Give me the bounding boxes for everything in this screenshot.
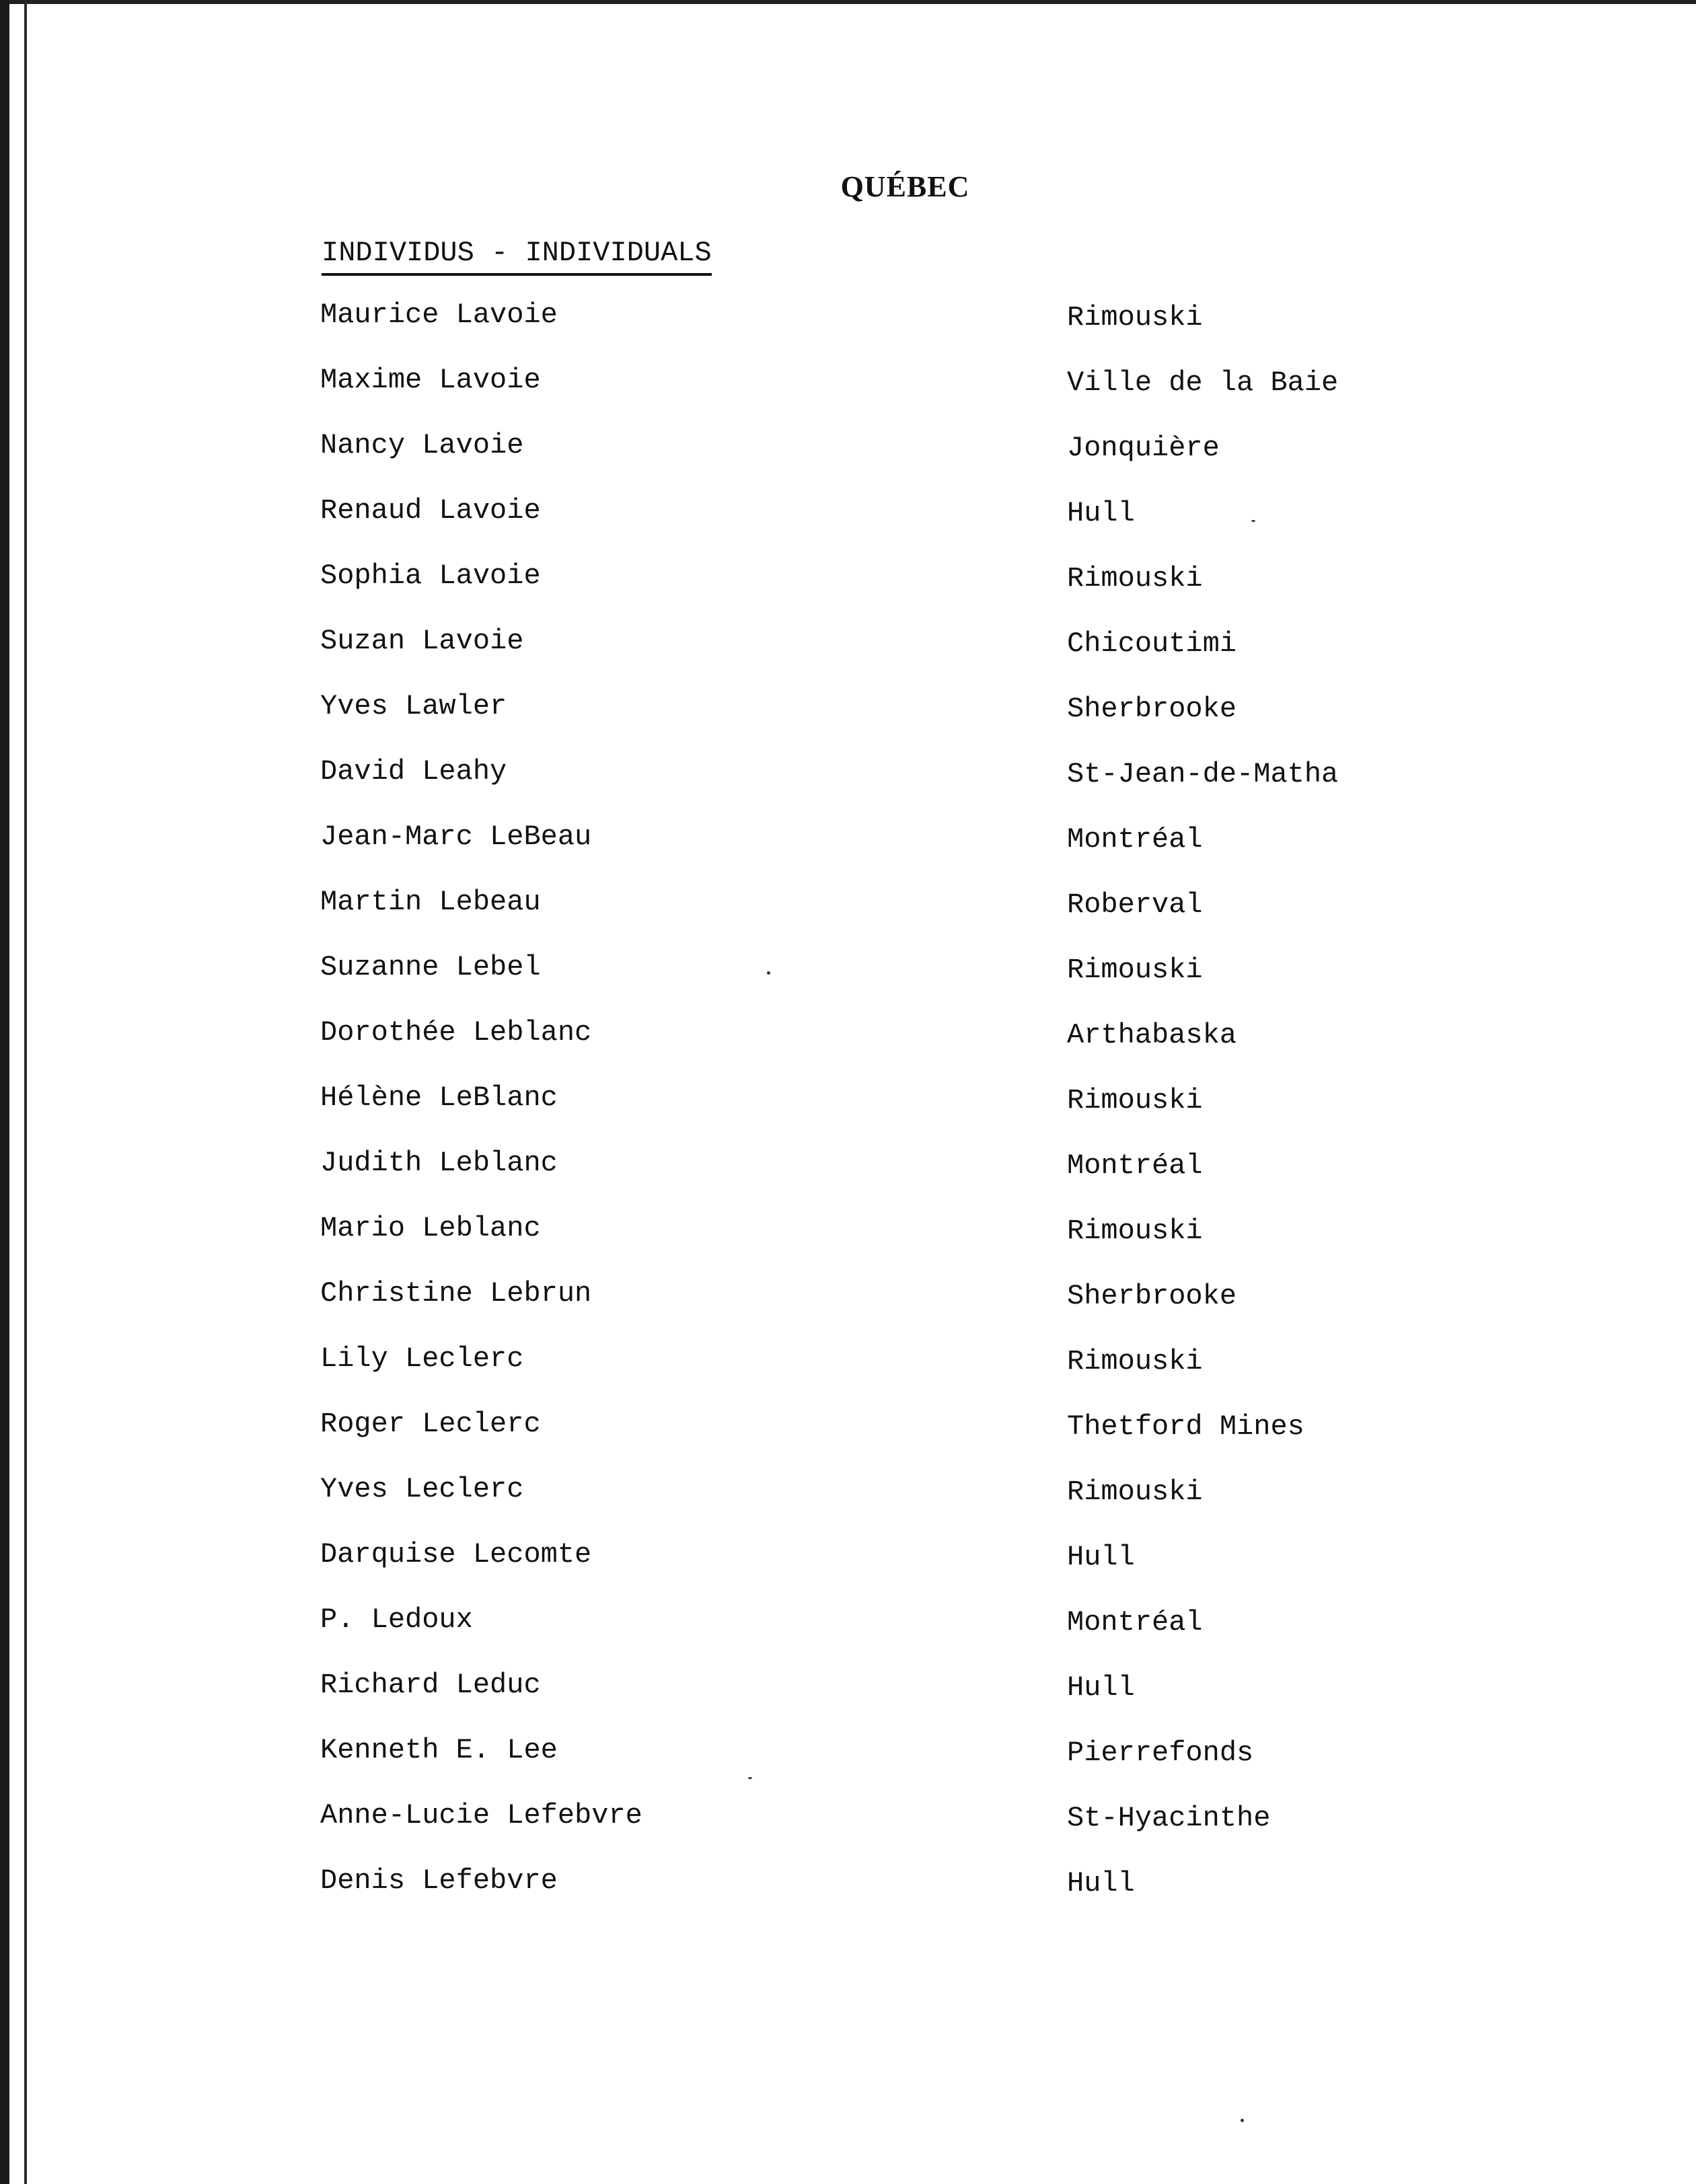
entry-name: Suzan Lavoie <box>320 625 524 657</box>
entry-city: Montréal <box>1067 1150 1203 1182</box>
list-item <box>0 361 1696 426</box>
entry-name: Renaud Lavoie <box>320 494 541 527</box>
list-item <box>0 1144 1696 1209</box>
page-top-edge <box>0 0 1696 4</box>
entry-name: Suzanne Lebel <box>320 951 541 983</box>
entry-city: Pierrefonds <box>1067 1737 1254 1769</box>
scan-speck <box>767 971 770 975</box>
list-item <box>0 1862 1696 1927</box>
entry-city: Rimouski <box>1067 562 1203 595</box>
entry-city: Thetford Mines <box>1067 1410 1304 1443</box>
entry-city: Rimouski <box>1067 1345 1203 1378</box>
list-item <box>0 1797 1696 1862</box>
entry-name: Yves Lawler <box>320 690 507 722</box>
entry-city: Hull <box>1067 1541 1135 1573</box>
entry-name: Richard Leduc <box>320 1669 541 1701</box>
entry-name: David Leahy <box>320 755 507 788</box>
list-item <box>0 753 1696 818</box>
list-item <box>0 557 1696 622</box>
list-item <box>0 1666 1696 1731</box>
entry-name: Christine Lebrun <box>320 1277 592 1310</box>
list-item <box>0 1536 1696 1601</box>
entry-city: Rimouski <box>1067 1084 1203 1117</box>
entry-name: P. Ledoux <box>320 1604 473 1636</box>
list-item <box>0 1601 1696 1666</box>
page-title-text: QUÉBEC <box>840 170 970 203</box>
list-item <box>0 1014 1696 1079</box>
list-item <box>0 687 1696 753</box>
list-item <box>0 818 1696 883</box>
entry-city: Hull <box>1067 1671 1135 1704</box>
entry-city: Rimouski <box>1067 1476 1203 1508</box>
entry-name: Kenneth E. Lee <box>320 1734 558 1766</box>
entry-name: Maxime Lavoie <box>320 364 541 396</box>
list-item <box>0 1079 1696 1144</box>
list-item <box>0 296 1696 361</box>
entry-name: Sophia Lavoie <box>320 560 541 592</box>
entry-city: Montréal <box>1067 823 1203 856</box>
list-item <box>0 622 1696 687</box>
list-item <box>0 948 1696 1014</box>
entry-city: Rimouski <box>1067 301 1203 334</box>
entry-name: Dorothée Leblanc <box>320 1016 592 1049</box>
list-item <box>0 492 1696 557</box>
entry-name: Roger Leclerc <box>320 1408 541 1440</box>
list-item <box>0 1275 1696 1340</box>
list-item <box>0 426 1696 492</box>
entry-city: St-Jean-de-Matha <box>1067 758 1339 790</box>
entry-name: Hélène LeBlanc <box>320 1082 558 1114</box>
list-item <box>0 1405 1696 1470</box>
section-heading: INDIVIDUS - INDIVIDUALS <box>322 235 712 276</box>
entry-city: Sherbrooke <box>1067 1280 1237 1312</box>
entry-city: Ville de la Baie <box>1067 367 1339 399</box>
entry-name: Maurice Lavoie <box>320 299 558 331</box>
entry-name: Denis Lefebvre <box>320 1865 558 1897</box>
list-item <box>0 883 1696 948</box>
entry-city: Rimouski <box>1067 954 1203 986</box>
list-item <box>0 1470 1696 1536</box>
entry-name: Anne-Lucie Lefebvre <box>320 1799 642 1832</box>
entry-city: Arthabaska <box>1067 1019 1237 1051</box>
entry-city: Montréal <box>1067 1606 1203 1639</box>
entry-city: Roberval <box>1067 889 1203 921</box>
entry-name: Mario Leblanc <box>320 1212 541 1244</box>
entry-city: Rimouski <box>1067 1215 1203 1247</box>
entry-name: Lily Leclerc <box>320 1343 524 1375</box>
entry-city: Sherbrooke <box>1067 693 1237 725</box>
entry-city: Hull <box>1067 497 1135 529</box>
entry-city: Chicoutimi <box>1067 628 1237 660</box>
entry-name: Judith Leblanc <box>320 1147 558 1179</box>
scan-speck <box>748 1777 752 1779</box>
scan-speck <box>1241 2119 1244 2122</box>
entry-list <box>0 296 1696 1927</box>
list-item <box>0 1209 1696 1275</box>
entry-city: St-Hyacinthe <box>1067 1802 1271 1834</box>
entry-name: Yves Leclerc <box>320 1473 524 1505</box>
list-item <box>0 1340 1696 1405</box>
entry-city: Jonquière <box>1067 432 1220 464</box>
scan-speck <box>1251 520 1255 522</box>
list-item <box>0 1731 1696 1797</box>
entry-name: Nancy Lavoie <box>320 429 524 461</box>
entry-city: Hull <box>1067 1867 1135 1899</box>
page-title <box>0 170 1696 204</box>
entry-name: Jean-Marc LeBeau <box>320 821 592 853</box>
entry-name: Martin Lebeau <box>320 886 541 918</box>
entry-name: Darquise Lecomte <box>320 1538 592 1571</box>
